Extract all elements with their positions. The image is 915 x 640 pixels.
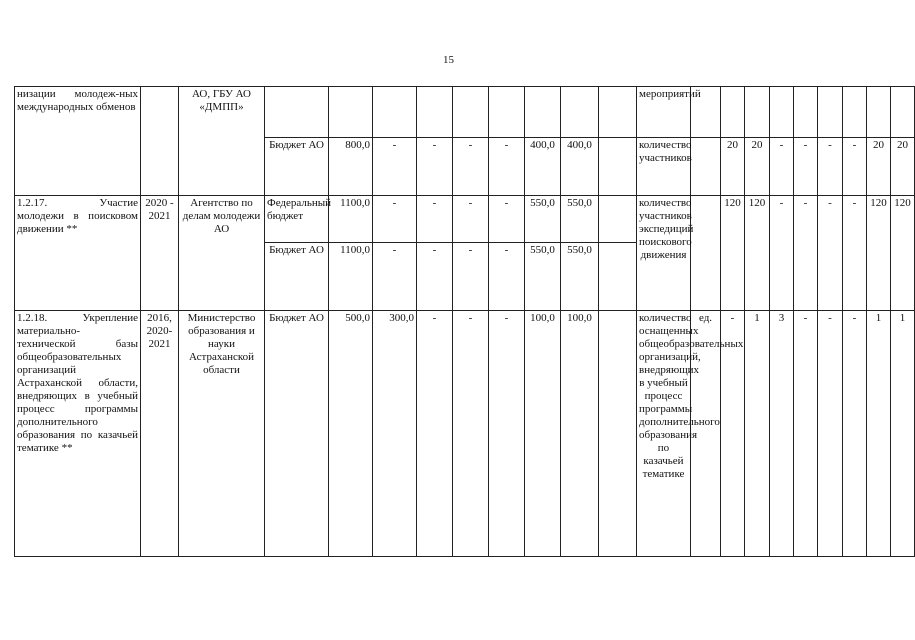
table-row [15,87,915,138]
indicator-value: 120 [745,196,770,311]
years-cell: 2016, 2020-2021 [141,311,179,557]
unit-cell [691,138,721,196]
amount-cell: 550,0 [561,243,599,311]
indicator-value [818,87,843,138]
amount-cell: - [417,138,453,196]
amount-total: 1100,0 [329,243,373,311]
amount-cell [417,87,453,138]
indicator-value: 1 [745,311,770,557]
amount-cell [453,87,489,138]
indicator-value: 120 [867,196,891,311]
indicator-value: - [843,196,867,311]
indicator-value: 20 [721,138,745,196]
indicator-value: - [794,138,818,196]
amount-total [329,87,373,138]
funding-source [265,87,329,138]
executor-cell: Агентство по делам молодежи АО [179,196,265,311]
indicator-value: 120 [721,196,745,311]
indicator-value: - [818,196,843,311]
amount-cell [599,138,637,196]
amount-cell: - [489,138,525,196]
indicator-value [843,87,867,138]
unit-cell: ед. [691,311,721,557]
indicator-value: 20 [745,138,770,196]
indicator-value: - [770,138,794,196]
page-number: 15 [443,54,454,66]
indicator-value: - [770,196,794,311]
indicator-value [794,87,818,138]
amount-cell: 550,0 [525,196,561,243]
indicator-value [867,87,891,138]
amount-cell: - [453,196,489,243]
amount-cell: - [373,138,417,196]
amount-cell: 400,0 [525,138,561,196]
funding-source: Бюджет АО [265,311,329,557]
indicator-value: - [794,311,818,557]
indicator-value: - [794,196,818,311]
indicator-value: 120 [891,196,915,311]
amount-cell: - [489,311,525,557]
amount-cell [489,87,525,138]
indicator-value [721,87,745,138]
amount-cell: 550,0 [525,243,561,311]
indicator-value [891,87,915,138]
amount-cell: - [453,311,489,557]
amount-cell: - [373,243,417,311]
amount-cell: 400,0 [561,138,599,196]
indicator-value: - [843,138,867,196]
amount-cell [599,311,637,557]
amount-cell: - [417,243,453,311]
amount-cell: - [453,243,489,311]
indicator-cell: количество участников [637,138,691,196]
amount-cell [599,196,637,243]
activity-name: 1.2.18. Укрепление материально-технической базы общеобразовательных организаций Астраханской области, внедряющих в учебный процесс программы дополнительного образования по казачьей тематике ** [15,311,141,557]
funding-source: Федеральный бюджет [265,196,329,243]
activity-name: низации молодеж-ных международных обменов [15,87,141,196]
amount-cell: - [489,243,525,311]
indicator-cell: мероприятий [637,87,691,138]
amount-total: 800,0 [329,138,373,196]
amount-cell [525,87,561,138]
executor-cell: Министерство образования и науки Астраханской области [179,311,265,557]
activity-name: 1.2.17. Участие молодежи в поисковом движении ** [15,196,141,311]
indicator-value: 3 [770,311,794,557]
funding-source: Бюджет АО [265,243,329,311]
amount-cell: - [453,138,489,196]
indicator-cell: количество участников экспедиций поискового движения [637,196,691,311]
indicator-value [745,87,770,138]
amount-cell: 100,0 [525,311,561,557]
amount-cell [599,243,637,311]
indicator-value: 1 [867,311,891,557]
amount-total: 500,0 [329,311,373,557]
amount-cell: - [417,311,453,557]
table-row [15,311,915,557]
amount-cell: - [373,196,417,243]
amount-cell: 550,0 [561,196,599,243]
indicator-value: - [818,311,843,557]
table-row [15,196,915,243]
indicator-value: 1 [891,311,915,557]
amount-cell: - [417,196,453,243]
amount-cell: 100,0 [561,311,599,557]
indicator-value: 20 [891,138,915,196]
indicator-value: - [818,138,843,196]
indicator-value: - [843,311,867,557]
amount-cell [561,87,599,138]
years-cell [141,87,179,196]
amount-cell [373,87,417,138]
funding-source: Бюджет АО [265,138,329,196]
program-table [14,86,915,557]
executor-cell: АО, ГБУ АО «ДМПП» [179,87,265,196]
amount-cell: - [489,196,525,243]
amount-cell [599,87,637,138]
years-cell: 2020 - 2021 [141,196,179,311]
indicator-cell: количество оснащенных общеобразовательных организаций, внедряющих в учебный процесс программы дополнительного образования по казачьей тематике [637,311,691,557]
unit-cell [691,196,721,311]
indicator-value: 20 [867,138,891,196]
indicator-value [770,87,794,138]
amount-cell: 300,0 [373,311,417,557]
amount-total: 1100,0 [329,196,373,243]
indicator-value: - [721,311,745,557]
